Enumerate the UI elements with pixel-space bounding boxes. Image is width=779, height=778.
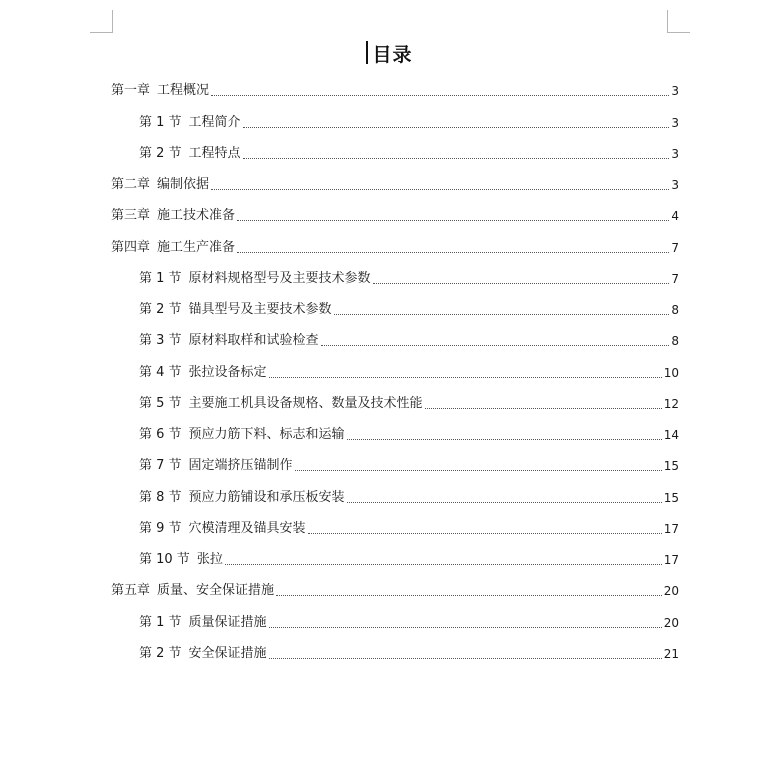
toc-entry-number: 第 8 节 — [139, 489, 182, 505]
toc-entry-label — [139, 395, 423, 413]
toc-entry-label — [139, 614, 267, 632]
toc-entry-label — [139, 426, 345, 444]
toc-entry-text: 质量、安全保证措施 — [157, 583, 275, 599]
toc-section-entry[interactable] — [111, 605, 679, 636]
toc-entry-text: 锚具型号及主要技术参数 — [188, 302, 332, 317]
toc-entry-number: 第 4 节 — [139, 364, 182, 380]
toc-entry-number: 第三章 — [111, 208, 151, 224]
dot-leader — [211, 95, 669, 96]
toc-entry-number: 第 1 节 — [139, 114, 182, 130]
toc-page-number: 8 — [671, 334, 679, 349]
toc-entry-number: 第 2 节 — [139, 302, 182, 317]
crop-mark-top-right — [667, 10, 690, 33]
toc-page-number: 8 — [671, 303, 679, 317]
toc-page-number: 7 — [671, 271, 679, 286]
toc-entry-text: 施工生产准备 — [157, 239, 236, 255]
toc-entry-text: 原材料规格型号及主要技术参数 — [188, 270, 371, 286]
toc-entry-label — [111, 582, 274, 600]
toc-entry-number: 第 2 节 — [139, 145, 182, 161]
toc-entry-label — [139, 332, 319, 350]
toc-entry-label — [139, 301, 332, 319]
toc-entry-number: 第 9 节 — [139, 520, 182, 536]
dot-leader — [269, 377, 662, 378]
toc-entry-text: 张拉 — [196, 552, 223, 567]
toc-page-number: 3 — [671, 115, 679, 130]
toc-entry-text: 预应力筋下料、标志和运输 — [188, 427, 345, 442]
toc-entry-label — [139, 145, 241, 163]
toc-entry-number: 第 7 节 — [139, 458, 182, 474]
toc-section-entry[interactable] — [111, 480, 679, 511]
dot-leader — [243, 158, 670, 159]
dot-leader — [225, 564, 662, 565]
toc-section-entry[interactable] — [111, 262, 679, 293]
toc-entry-text: 安全保证措施 — [188, 645, 267, 661]
toc-page-number: 15 — [663, 490, 679, 505]
toc-page-number: 3 — [671, 146, 679, 161]
toc-section-entry[interactable] — [111, 105, 679, 136]
dot-leader — [308, 533, 662, 534]
toc-section-entry[interactable] — [111, 324, 679, 355]
toc-page-number: 17 — [663, 553, 679, 567]
toc-page-number: 20 — [663, 615, 679, 630]
toc-entry-label — [139, 489, 345, 507]
toc-page-number: 10 — [663, 365, 679, 380]
toc-page-number: 3 — [671, 178, 679, 192]
toc-section-entry[interactable] — [111, 449, 679, 480]
toc-page-number: 17 — [663, 521, 679, 536]
dot-leader — [276, 595, 662, 596]
toc-page-number: 3 — [671, 84, 679, 99]
toc-entry-label — [111, 82, 209, 100]
toc-entry-number: 第 1 节 — [139, 614, 182, 630]
toc-entry-text: 穴模清理及锚具安装 — [188, 520, 306, 536]
toc-page-number: 14 — [663, 428, 679, 442]
dot-leader — [321, 345, 670, 346]
toc-entry-number: 第 1 节 — [139, 270, 182, 286]
dot-leader — [347, 502, 662, 503]
toc-entry-text: 工程特点 — [188, 145, 241, 161]
title-container — [0, 40, 779, 67]
toc-entry-number: 第 10 节 — [139, 552, 190, 567]
toc-page-number: 21 — [663, 646, 679, 661]
toc-entry-text: 主要施工机具设备规格、数量及技术性能 — [188, 395, 423, 411]
toc-entry-text: 张拉设备标定 — [188, 364, 267, 380]
toc-entry-text: 质量保证措施 — [188, 614, 267, 630]
toc-entry-number: 第 5 节 — [139, 395, 182, 411]
toc-chapter-entry[interactable] — [111, 74, 679, 105]
toc-entry-label — [139, 270, 371, 288]
toc-section-entry[interactable] — [111, 137, 679, 168]
crop-mark-top-left — [90, 10, 113, 33]
toc-entry-text: 施工技术准备 — [157, 208, 236, 224]
toc-entry-label — [111, 239, 235, 257]
dot-leader — [269, 627, 662, 628]
toc-page-number: 4 — [671, 209, 679, 224]
dot-leader — [295, 470, 662, 471]
toc-entry-text: 编制依据 — [157, 177, 210, 192]
toc-entry-label — [139, 457, 293, 475]
toc-entry-number: 第 6 节 — [139, 427, 182, 442]
toc-entry-text: 固定端挤压锚制作 — [188, 458, 293, 474]
toc-page-number: 15 — [663, 459, 679, 474]
dot-leader — [334, 314, 670, 315]
toc-section-entry[interactable] — [111, 355, 679, 386]
toc-title-text: 目录 — [372, 44, 413, 66]
toc-entry-label — [139, 520, 306, 538]
toc-entry-text: 预应力筋铺设和承压板安装 — [188, 489, 345, 505]
toc-entry-text: 工程概况 — [157, 83, 210, 99]
toc-section-entry[interactable] — [111, 418, 679, 449]
toc-entry-number: 第一章 — [111, 83, 151, 99]
toc-chapter-entry[interactable] — [111, 574, 679, 605]
toc-entry-text: 原材料取样和试验检查 — [188, 333, 319, 349]
dot-leader — [373, 283, 670, 284]
dot-leader — [425, 408, 662, 409]
dot-leader — [347, 439, 662, 440]
toc-section-entry[interactable] — [111, 293, 679, 324]
text-cursor — [366, 41, 368, 64]
dot-leader — [243, 127, 670, 128]
toc-section-entry[interactable] — [111, 543, 679, 574]
toc-entry-label — [111, 207, 235, 225]
toc-title[interactable] — [366, 40, 412, 67]
toc-page-number: 20 — [663, 584, 679, 599]
toc-page-number: 12 — [663, 396, 679, 411]
toc-entry-label — [139, 364, 267, 382]
toc-entry-text: 工程简介 — [188, 114, 241, 130]
toc-entry-number: 第 2 节 — [139, 645, 182, 661]
toc-entry-label — [111, 176, 209, 194]
toc-entry-number: 第 3 节 — [139, 333, 182, 349]
toc-entry-label — [139, 114, 241, 132]
dot-leader — [269, 658, 662, 659]
dot-leader — [237, 252, 669, 253]
toc-section-entry[interactable] — [111, 387, 679, 418]
dot-leader — [211, 189, 669, 190]
table-of-contents — [111, 74, 679, 668]
toc-page-number: 7 — [671, 240, 679, 255]
dot-leader — [237, 220, 669, 221]
toc-section-entry[interactable] — [111, 512, 679, 543]
toc-chapter-entry[interactable] — [111, 168, 679, 199]
toc-entry-label — [139, 551, 223, 569]
toc-entry-number: 第二章 — [111, 177, 151, 192]
toc-section-entry[interactable] — [111, 637, 679, 668]
toc-entry-number: 第五章 — [111, 583, 151, 599]
toc-entry-number: 第四章 — [111, 239, 151, 255]
toc-chapter-entry[interactable] — [111, 230, 679, 261]
toc-chapter-entry[interactable] — [111, 199, 679, 230]
toc-entry-label — [139, 645, 267, 663]
